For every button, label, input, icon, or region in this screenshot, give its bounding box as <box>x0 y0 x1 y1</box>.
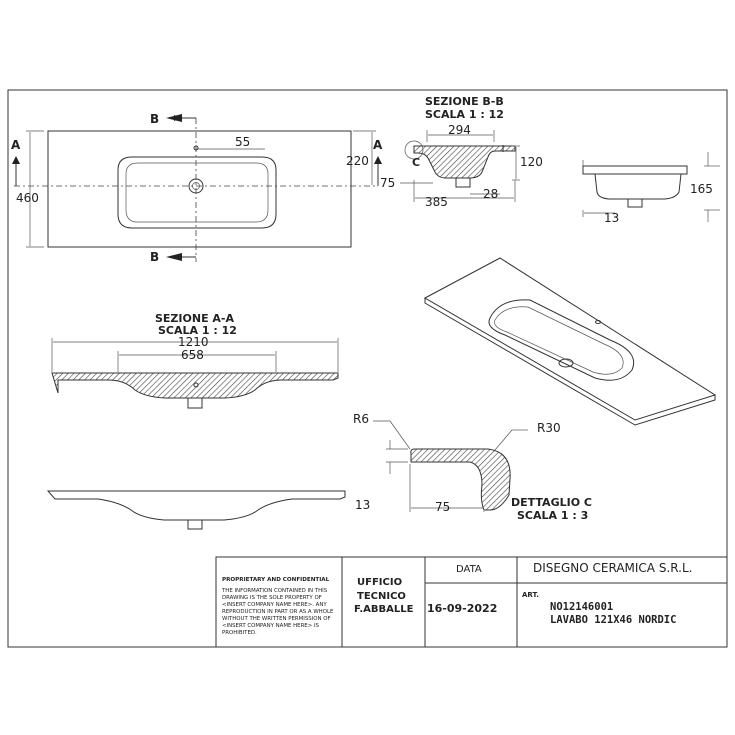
proprietary-line-6: <INSERT COMPANY NAME HERE> IS <box>222 623 319 629</box>
detail-c-title: DETTAGLIO C <box>511 496 592 509</box>
dim-55: 55 <box>235 135 251 149</box>
office-line-2: TECNICO <box>357 591 406 602</box>
office-line-1: UFFICIO <box>357 577 403 588</box>
dim-75-detail: 75 <box>435 500 451 514</box>
dim-385: 385 <box>425 195 448 209</box>
office-line-3: F.ABBALLE <box>354 604 414 615</box>
section-b-label-bottom: B <box>150 250 160 264</box>
dim-120: 120 <box>520 155 543 169</box>
proprietary-title: PROPRIETARY AND CONFIDENTIAL <box>222 577 330 583</box>
detail-c-scale: SCALA 1 : 3 <box>517 509 589 522</box>
dim-13-side: 13 <box>604 211 620 225</box>
proprietary-line-4: REPRODUCTION IN PART OR AS A WHOLE <box>222 609 334 615</box>
proprietary-line-7: PROHIBITED. <box>222 630 257 636</box>
dim-165: 165 <box>690 182 713 196</box>
art-code: NO12146001 <box>550 601 614 613</box>
section-b-label-top: B <box>150 112 160 126</box>
proprietary-line-5: WITHOUT THE WRITTEN PERMISSION OF <box>222 616 331 622</box>
dim-220: 220 <box>346 154 369 168</box>
dim-460: 460 <box>16 191 39 205</box>
section-a-label-right: A <box>373 138 383 152</box>
art-label: ART. <box>522 591 539 599</box>
section-aa-scale: SCALA 1 : 12 <box>158 324 237 337</box>
isometric-view <box>425 258 715 425</box>
section-aa-title: SEZIONE A-A <box>155 312 234 325</box>
section-bb-title: SEZIONE B-B <box>425 95 504 108</box>
detail-c-marker: C <box>412 156 421 169</box>
proprietary-line-3: <INSERT COMPANY NAME HERE>. ANY <box>222 602 327 608</box>
date-value: 16-09-2022 <box>427 602 498 615</box>
section-bb-scale: SCALA 1 : 12 <box>425 108 504 121</box>
dim-658: 658 <box>181 348 204 362</box>
dim-1210: 1210 <box>178 335 209 349</box>
dim-r6: R6 <box>353 412 369 426</box>
dim-75-bb: 75 <box>380 176 396 190</box>
date-label: DATA <box>456 564 482 575</box>
art-description: LAVABO 121X46 NORDIC <box>550 614 677 626</box>
proprietary-line-2: DRAWING IS THE SOLE PROPERTY OF <box>222 595 322 601</box>
top-view <box>12 114 382 262</box>
dim-13-detail: 13 <box>355 498 371 512</box>
front-view <box>48 491 345 529</box>
dim-r30: R30 <box>537 421 561 435</box>
dim-294: 294 <box>448 123 471 137</box>
proprietary-line-1: THE INFORMATION CONTAINED IN THIS <box>222 588 328 594</box>
detail-c-view <box>373 421 528 512</box>
company-name: DISEGNO CERAMICA S.R.L. <box>533 561 693 575</box>
dim-28: 28 <box>483 187 499 201</box>
section-a-label-left: A <box>11 138 21 152</box>
